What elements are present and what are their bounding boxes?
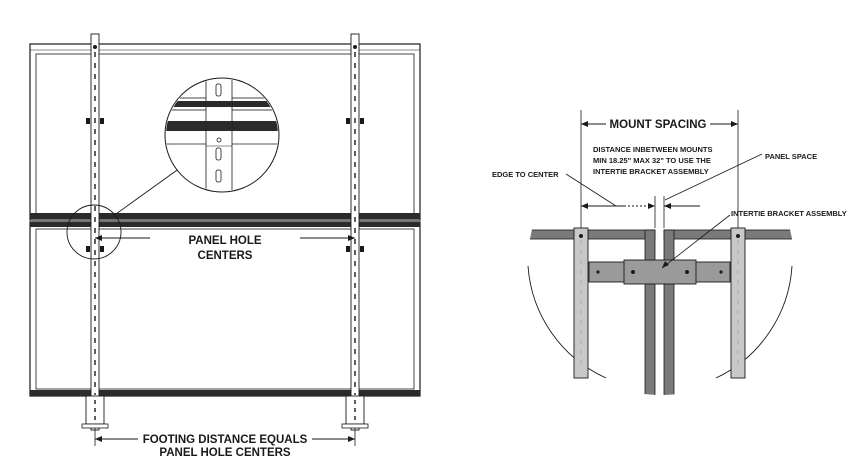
left-elevation-view [30,34,420,459]
distance-note-line3: INTERTIE BRACKET ASSEMBLY [593,167,709,176]
mount-spacing-label: MOUNT SPACING [609,119,707,131]
edge-to-center-dimension [566,174,655,209]
right-right-post [731,228,745,378]
footing-label-line1: FOOTING DISTANCE EQUALS [142,434,308,446]
detail-boundary-left [528,266,606,378]
right-left-post [574,228,588,378]
panel-space-label: PANEL SPACE [765,152,818,161]
detail-boundary-right [716,266,792,378]
footing-label-line2: PANEL HOLE CENTERS [159,447,291,459]
distance-note-line2: MIN 18.25" MAX 32" TO USE THE [593,156,711,165]
distance-note-line1: DISTANCE INBETWEEN MOUNTS [593,145,713,154]
intertie-bracket-label: INTERTIE BRACKET ASSEMBLY [731,209,847,218]
panel-hole-label-line2: CENTERS [197,250,253,262]
right-detail-view [492,110,847,410]
panel-hole-label-line1: PANEL HOLE [188,235,262,247]
edge-to-center-label: EDGE TO CENTER [492,170,559,179]
intertie-bracket [589,260,730,284]
